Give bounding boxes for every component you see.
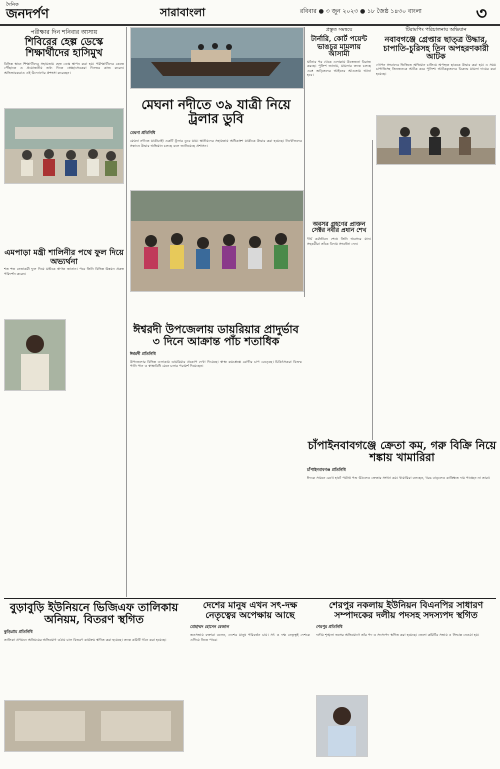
crowd-photo [131,191,303,291]
minister-photo [5,320,65,390]
issue-date: রবিবার ● ৩ জুন ২০২৩ ● ১৮ জৈষ্ঠ ১৪৩০ বাংলা [300,8,422,15]
page-number: ৩ [476,4,488,24]
article-ishwardi[interactable] [130,324,302,440]
article-byline: মোহাম্মদ হোসেন রেজাল [190,624,230,630]
person-portrait [317,696,367,756]
newspaper-logo [6,2,68,22]
article-body: উপজেলার বিভিন্ন এলাকায় ডায়রিয়ার প্রকোপ দেখা দিয়েছে। স্বাস্থ্য কমপ্লেক্সে রোগীর চাপ বেড়েছে। চিকিৎসকরা বিশুদ্ধ পানি পান ও স্বাস্থ্যবিধি মেনে চলার পরামর্শ দিয়েছেন। [130,359,302,369]
article-headline: টার্নারি, কোর্ট পয়েন্ট ভাঙচুর মামলায় আসামী [311,34,367,59]
article-kicker: পরীক্ষার দিন শনিবার আসায় [30,29,98,36]
article-body: দলীয় শৃঙ্খলা ভঙ্গের অভিযোগে তাঁর পদ ও সদস্যপদ স্থগিত করা হয়েছে। জেলা কমিটির সভায় এ সিদ্ধান্ত নেওয়া হয়। [316,633,480,638]
column-divider [372,140,373,440]
market-photo [130,190,304,292]
article-headline: শিবিরের হেল্প ডেস্কে শিক্ষার্থীদের হাসিমুখ [24,37,104,59]
article-leadership[interactable] [190,602,310,713]
article-nawabganj[interactable] [376,27,496,165]
logo-name: জনদর্পণ [6,7,49,22]
article-cattle[interactable] [307,440,497,546]
masthead [0,0,500,26]
article-body: তালিকা প্রণয়নে অনিয়মের অভিযোগ ওঠায় চাল বিতরণ কার্যক্রম স্থগিত করা হয়েছে। তদন্ত কমিটি গঠন করা হয়েছে। [4,637,167,642]
article-headline: এমপাড়া মন্ত্রী শালিনীর পথে ফুল দিয়ে অভ্যর্থনা [4,247,124,266]
students-photo [5,109,123,183]
article-byline: মেঘনা প্রতিনিধি [130,130,156,136]
article-byline: চাঁপাইনবাবগঞ্জ প্রতিনিধি [307,466,346,472]
logo-small-text: দৈনিক [6,2,19,8]
article-photo [130,27,304,89]
article-photo [4,108,124,184]
article-headline: নবাবগঞ্জে গ্রেপ্তার ছাত্ত্র উদ্ধার, চাপাতি-চুরিসহ তিন অপহরণকারী আটক [383,34,489,62]
article-body: মেঘনা নদীতে যাত্রীবাহী একটি ট্রলার ডুবে যায়। স্থানীয়দের সহায়তায় অধিকাংশ যাত্রীকে উদ্ধার করা হয়েছে। নিখোঁজদের সন্ধানে উদ্ধার অভিযান চলছে বলে জানিয়েছে প্রশাসন। [130,139,302,148]
office-photo [5,701,183,751]
article-meghna[interactable] [130,27,302,173]
river-boat-photo [131,28,303,88]
article-photo [316,695,368,757]
article-body: ঈদকে সামনে রেখে হাটে পর্যাপ্ত পশু উঠলেও ক্রেতার সংখ্যা কম। খামারিরা বলছেন, খরচ বাড়লেও কাঙ্ক্ষিত দাম পাচ্ছেন না তারা। [307,475,490,480]
article-minister[interactable] [4,248,124,391]
article-headline: শেরপুর নকলায় ইউনিয়ন বিএনপির সাধারণ সম্পাদকের দলীয় পদসহ সদস্যপদ স্থগিত [328,601,484,621]
article-body: দীর্ঘ কর্মজীবন শেষে তিনি অবসরে যান। সহকর্মীরা তাঁকে বিদায় সংবর্ধনা দেন। [307,236,371,246]
article-headline: মেঘনা নদীতে ৩৯ যাত্রী নিয়ে ট্রলার ডুবি [141,98,291,128]
article-byline: কুড়িগ্রাম প্রতিনিধি [4,628,33,634]
article-byline: শেরপুর প্রতিনিধি [316,624,343,630]
article-headline: অবসর গ্রহণের প্রাক্তন সেক্টর নবীর প্রধান শেখ [311,221,367,235]
article-vgf[interactable] [4,602,184,752]
article-body: ঘটনার পর থেকে এলাকায় উত্তেজনা বিরাজ করছে। পুলিশ জানায়, মামলার তদন্ত চলছে এবং জড়িতদের আইনের আওতায় আনা হবে। [307,59,371,78]
article-headline: দেশের মানুষ এখন সৎ-দক্ষ নেতৃত্বের অপেক্ষায় আছে [202,601,298,621]
article-photo [376,115,496,165]
arrest-photo [377,116,495,164]
article-byline: ঈশ্বরদী প্রতিনিধি [130,350,156,356]
article-kicker: প্রস্তুত সমন্বয়ে [325,27,353,33]
article-photo [4,700,184,752]
article-body: গোপন সংবাদের ভিত্তিতে অভিযান চালিয়ে অপহৃত ছাত্রকে উদ্ধার করা হয়। এ সময় চাপাতিসহ তিনজনকে আটক করে পুলিশ। আটককৃতদের বিরুদ্ধে মামলা দায়ের করা হয়েছে। [376,62,496,77]
section-title: সারাবাংলা [160,6,206,19]
article-headline: ঈশ্বরদী উপজেলায় ডায়রিয়ার প্রাদুর্ভাব ৩ দিনে আক্রান্ত পাঁচ শতাধিক [133,323,299,348]
section-rule [4,598,496,599]
article-body: শত শত নেতাকর্মী ফুল দিয়ে মন্ত্রীকে স্বাগত জানান। পরে তিনি বিভিন্ন উন্নয়ন প্রকল্প পরিদর্শন করেন। [4,267,124,276]
article-body: বিভিন্ন স্থানে শিক্ষার্থীদের সহায়তায় হেল্প ডেস্ক স্থাপন করা হয়। পরীক্ষার্থীদের কেন্দ্রে পৌঁছাতে ও প্রয়োজনীয় তথ্য দিতে স্বেচ্ছাসেবকরা দিনভর কাজ করেন। অভিভাবকরাও এই উদ্যোগের প্রশংসা করেছেন। [4,61,124,75]
article-body: জনসভায় বক্তারা বলেন, দেশের মানুষ পরিবর্তন চায়। সৎ ও দক্ষ নেতৃত্বই দেশকে এগিয়ে নিতে পারে। [190,633,310,643]
article-photo [4,319,66,391]
article-kicker: টিরামপিং পরিচালনায় অভিযান [405,27,467,33]
article-ternary[interactable] [307,27,371,140]
article-sherpur[interactable] [316,602,496,757]
column-divider [126,27,127,597]
article-headline: চাঁপাইনবাবগঞ্জে ক্রেতা কম, গরু বিক্রি নিয়ে শঙ্কায় খামারিরা [307,439,497,464]
article-retirement[interactable] [307,222,371,283]
column-divider [304,27,305,297]
article-shibir[interactable] [4,27,124,184]
article-headline: বুড়াবুড়ি ইউনিয়নে ভিজিএফ তালিকায় অনিয়ম, বিতরণ স্থগিত [9,601,179,626]
